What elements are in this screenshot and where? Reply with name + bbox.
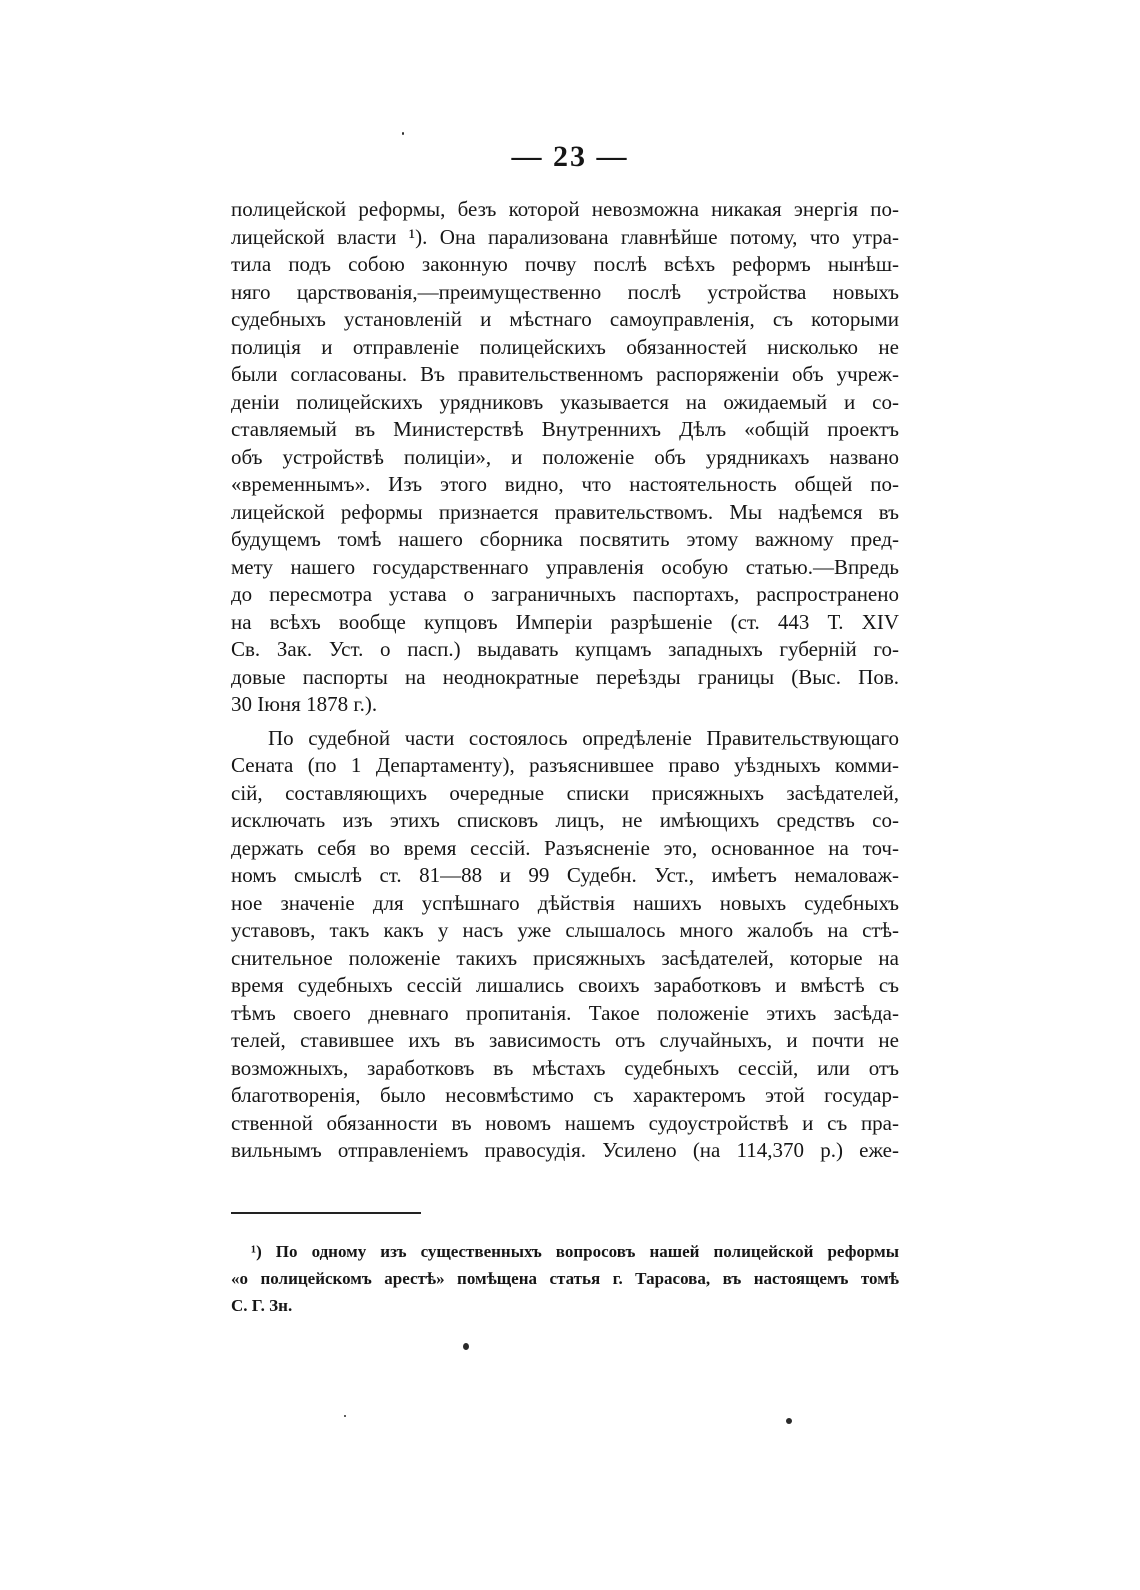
footnote-line: С. Г. Зн. [231, 1296, 293, 1315]
text-line: на всѣхъ вообще купцовъ Имперіи разрѣшеніе (ст. 443 Т. XIV [231, 609, 899, 634]
text-line: были согласованы. Въ правительственномъ распоряженіи объ учреж- [231, 362, 899, 386]
scan-speck [402, 132, 404, 135]
text-line: вильнымъ отправленіемъ правосудія. Усилено (на 114,370 р.) еже- [231, 1138, 899, 1162]
text-line: няго царствованія,—преимущественно послѣ устройства новыхъ [231, 279, 899, 304]
footnote [231, 1238, 899, 1319]
scan-speck [344, 1415, 346, 1417]
text-line: время судебныхъ сессій лишались своихъ заработковъ и вмѣстѣ съ [231, 973, 899, 997]
text-line: довые паспорты на неоднократные переѣзды границы (Выс. Пов. [231, 664, 899, 689]
text-line: ственной обязанности въ новомъ нашемъ судоустройствѣ и съ пра- [231, 1110, 899, 1135]
text-line: ставляемый въ Министерствѣ Внутреннихъ Дѣлъ «общій проектъ [231, 417, 899, 441]
scan-speck [463, 1343, 469, 1350]
text-line: деніи полицейскихъ урядниковъ указывается на ожидаемый и со- [231, 389, 899, 414]
page-number: — 23 — [511, 140, 629, 173]
text-line: тила подъ собою законную почву послѣ всѣхъ реформъ нынѣш- [231, 252, 899, 276]
text-line: держать себя во время сессій. Разъясненіе это, основанное на точ- [231, 835, 899, 860]
text-line: лицейской реформы признается правительствомъ. Мы надѣемся въ [231, 499, 899, 524]
footnote-divider [231, 1212, 421, 1214]
text-line: благотворенія, было несовмѣстимо съ характеромъ этой государ- [231, 1083, 899, 1107]
text-line: тѣмъ своего дневнаго пропитанія. Такое положеніе этихъ засѣда- [231, 1000, 899, 1025]
text-line: полиція и отправленіе полицейскихъ обязанностей нисколько не [231, 334, 899, 359]
footnote-line: ¹) По одному изъ существенныхъ вопросовъ нашей полицейской реформы [251, 1242, 899, 1261]
text-line: полицейской реформы, безъ которой невозможна никакая энергія по- [231, 197, 899, 221]
text-line: до пересмотра устава о заграничныхъ паспортахъ, распространено [231, 582, 899, 606]
text-line: исключать изъ этихъ списковъ лицъ, не имѣющихъ средствъ со- [231, 808, 899, 832]
text-line: номъ смыслѣ ст. 81—88 и 99 Судебн. Уст., имѣетъ немаловаж- [231, 863, 899, 887]
text-line: Сената (по 1 Департаменту), разъяснившее право уѣздныхъ комми- [231, 753, 899, 777]
main-text [231, 196, 899, 1165]
text-line: телей, ставившее ихъ въ зависимость отъ случайныхъ, и почти не [231, 1028, 899, 1052]
text-line: мету нашего государственнаго управленія особую статью.—Впредь [231, 554, 899, 579]
paragraph [231, 725, 899, 1165]
text-line: судебныхъ установленій и мѣстнаго самоуправленія, съ которыми [231, 307, 899, 331]
text-line: ное значеніе для успѣшнаго дѣйствія нашихъ новыхъ судебныхъ [231, 890, 899, 915]
footnote-line: «о полицейскомъ арестѣ» помѣщена статья г. Тарасова, въ настоящемъ томѣ [231, 1269, 899, 1288]
text-line: уставовъ, такъ какъ у насъ уже слышалось много жалобъ на стѣ- [231, 918, 899, 942]
text-line: 30 Іюня 1878 г.). [231, 692, 378, 716]
text-line: Св. Зак. Уст. о пасп.) выдавать купцамъ западныхъ губерній го- [231, 637, 899, 661]
text-line: объ устройствѣ полиціи», и положеніе объ урядникахъ названо [231, 444, 899, 469]
text-line: По судебной части состоялось опредѣленіе Правительствующаго [268, 725, 899, 750]
text-line: снительное положеніе такихъ присяжныхъ засѣдателей, которые на [231, 945, 899, 970]
text-line: сій, составляющихъ очередные списки присяжныхъ засѣдателей, [231, 780, 899, 805]
text-line: лицейской власти ¹). Она парализована главнѣйше потому, что утра- [231, 224, 899, 249]
text-line: будущемъ томѣ нашего сборника посвятить этому важному пред- [231, 527, 899, 551]
scan-speck [786, 1418, 792, 1424]
paragraph [231, 196, 899, 719]
text-line: «временнымъ». Изъ этого видно, что настоятельность общей по- [231, 472, 899, 496]
text-line: возможныхъ, заработковъ въ мѣстахъ судебныхъ сессій, или отъ [231, 1055, 899, 1080]
